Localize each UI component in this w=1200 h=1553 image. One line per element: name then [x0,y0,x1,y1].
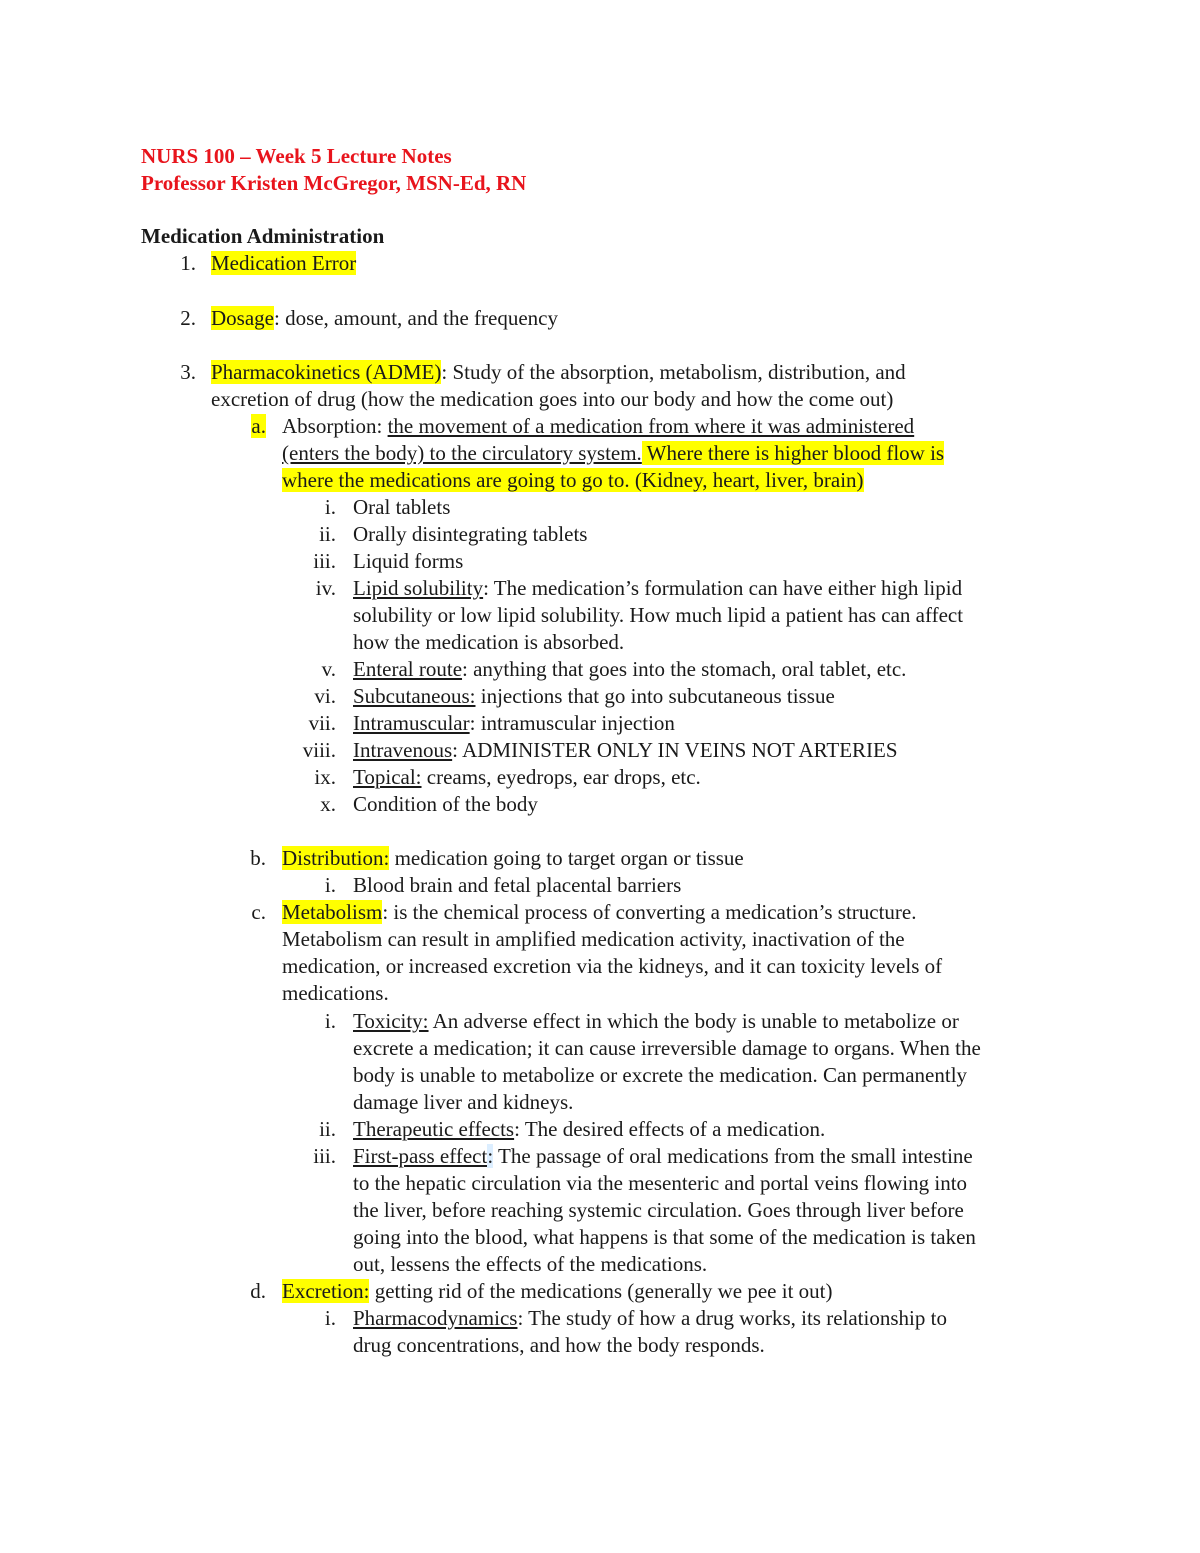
list-item [211,305,558,332]
roman-number: ii. [319,1117,336,1141]
list-item: First-pass effect: The passage of oral medications from the small intestine [353,1144,973,1168]
list-item: Excretion: getting rid of the medications (generally we pee it out) [282,1279,833,1303]
list-item: Blood brain and fetal placental barriers [353,873,682,897]
roman-number: iii. [313,1144,336,1168]
item-text-continued: Metabolism can result in amplified medication activity, inactivation of the [282,927,905,951]
item-text-continued: solubility or low lipid solubility. How much lipid a patient has can affect [353,603,964,627]
highlighted-term: Excretion: [282,1279,370,1303]
highlighted-text: Where there is higher blood flow is [641,441,945,465]
roman-number: i. [324,495,336,519]
item-text-continued: out, lessens the effects of the medications. [353,1252,708,1276]
list-letter: b. [250,846,266,870]
roman-number: viii. [302,738,336,762]
item-text-continued: drug concentrations, and how the body responds. [353,1333,765,1357]
roman-number: iii. [313,549,336,573]
list-item: Enteral route: anything that goes into the stomach, oral tablet, etc. [353,657,907,681]
roman-number: vi. [314,684,336,708]
professor-line: Professor Kristen McGregor, MSN-Ed, RN [141,171,527,195]
item-text-continued: body is unable to metabolize or excrete the medication. Can permanently [353,1063,968,1087]
list-item: Toxicity: An adverse effect in which the body is unable to metabolize or [353,1009,959,1033]
list-item: Intravenous: ADMINISTER ONLY IN VEINS NOT ARTERIES [353,738,898,762]
list-item: Oral tablets [353,495,451,519]
underlined-term: Pharmacodynamics [353,1306,518,1330]
underlined-term: Intramuscular [353,711,470,735]
highlighted-text: where the medications are going to go to. (Kidney, heart, liver, brain) [282,468,864,492]
underlined-term: First-pass effect [353,1144,488,1168]
item-text: : dose, amount, and the frequency [273,306,558,330]
roman-number: v. [321,657,336,681]
roman-number: vii. [308,711,336,735]
item-text-continued: excrete a medication; it can cause irreversible damage to organs. When the [353,1036,981,1060]
highlighted-term: Dosage [211,306,274,330]
underlined-definition: the movement of a medication from where it was administered [387,414,915,438]
list-item [211,250,356,277]
list-letter: a. [251,414,266,438]
list-item: Distribution: medication going to target organ or tissue [282,846,744,870]
highlighted-term: Distribution: [282,846,390,870]
item-text-continued: to the hepatic circulation via the mesenteric and portal veins flowing into [353,1171,968,1195]
underlined-term: Enteral route [353,657,463,681]
list-letter: d. [250,1279,266,1303]
item-text-continued: the liver, before reaching systemic circulation. Goes through liver before [353,1198,964,1222]
list-item: Intramuscular: intramuscular injection [353,711,675,735]
list-letter: c. [251,900,266,924]
document-title: NURS 100 – Week 5 Lecture Notes [141,144,452,168]
item-text-continued: how the medication is absorbed. [353,630,625,654]
highlighted-term: Metabolism [282,900,383,924]
list-number: 3. [180,360,196,384]
list-item: Pharmacodynamics: The study of how a drug works, its relationship to [353,1306,947,1330]
list-number: 1. [180,251,196,275]
list-item: Liquid forms [353,549,464,573]
roman-number: i. [324,873,336,897]
roman-number: ii. [319,522,336,546]
highlighted-term: Pharmacokinetics (ADME) [211,360,442,384]
list-item: Lipid solubility: The medication’s formulation can have either high lipid [353,576,963,600]
item-text-continued: medication, or increased excretion via the kidneys, and it can toxicity levels of [282,954,943,978]
list-item: Condition of the body [353,792,538,816]
underlined-term: Topical: [353,765,422,789]
roman-number: x. [320,792,336,816]
list-item: Orally disintegrating tablets [353,522,588,546]
underlined-term: Toxicity: [353,1009,429,1033]
list-number: 2. [180,306,196,330]
item-text-continued: going into the blood, what happens is that some of the medication is taken [353,1225,976,1249]
underlined-term: Lipid solubility [353,576,484,600]
item-text-continued [282,467,864,494]
list-item: Therapeutic effects: The desired effects of a medication. [353,1117,826,1141]
roman-number: i. [324,1306,336,1330]
section-heading: Medication Administration [141,224,385,248]
list-item: Metabolism: is the chemical process of converting a medication’s structure. [282,900,917,924]
item-text-continued: medications. [282,981,389,1005]
underlined-term: Intravenous [353,738,453,762]
highlighted-term: Medication Error [211,251,357,275]
underlined-term: Subcutaneous: [353,684,476,708]
roman-number: iv. [315,576,336,600]
list-item: Topical: creams, eyedrops, ear drops, etc. [353,765,701,789]
item-text-continued: damage liver and kidneys. [353,1090,574,1114]
item-text: : Study of the absorption, metabolism, distribution, and [441,360,906,384]
list-item: Subcutaneous: injections that go into subcutaneous tissue [353,684,835,708]
item-text-continued: excretion of drug (how the medication goes into our body and how the come out) [211,387,894,411]
roman-number: ix. [314,765,336,789]
item-text-continued: (enters the body) to the circulatory system. Where there is higher blood flow is [282,441,945,465]
list-item [211,359,906,386]
roman-number: i. [324,1009,336,1033]
list-item: Absorption: the movement of a medication from where it was administered [282,414,915,438]
underlined-term: Therapeutic effects [353,1117,515,1141]
